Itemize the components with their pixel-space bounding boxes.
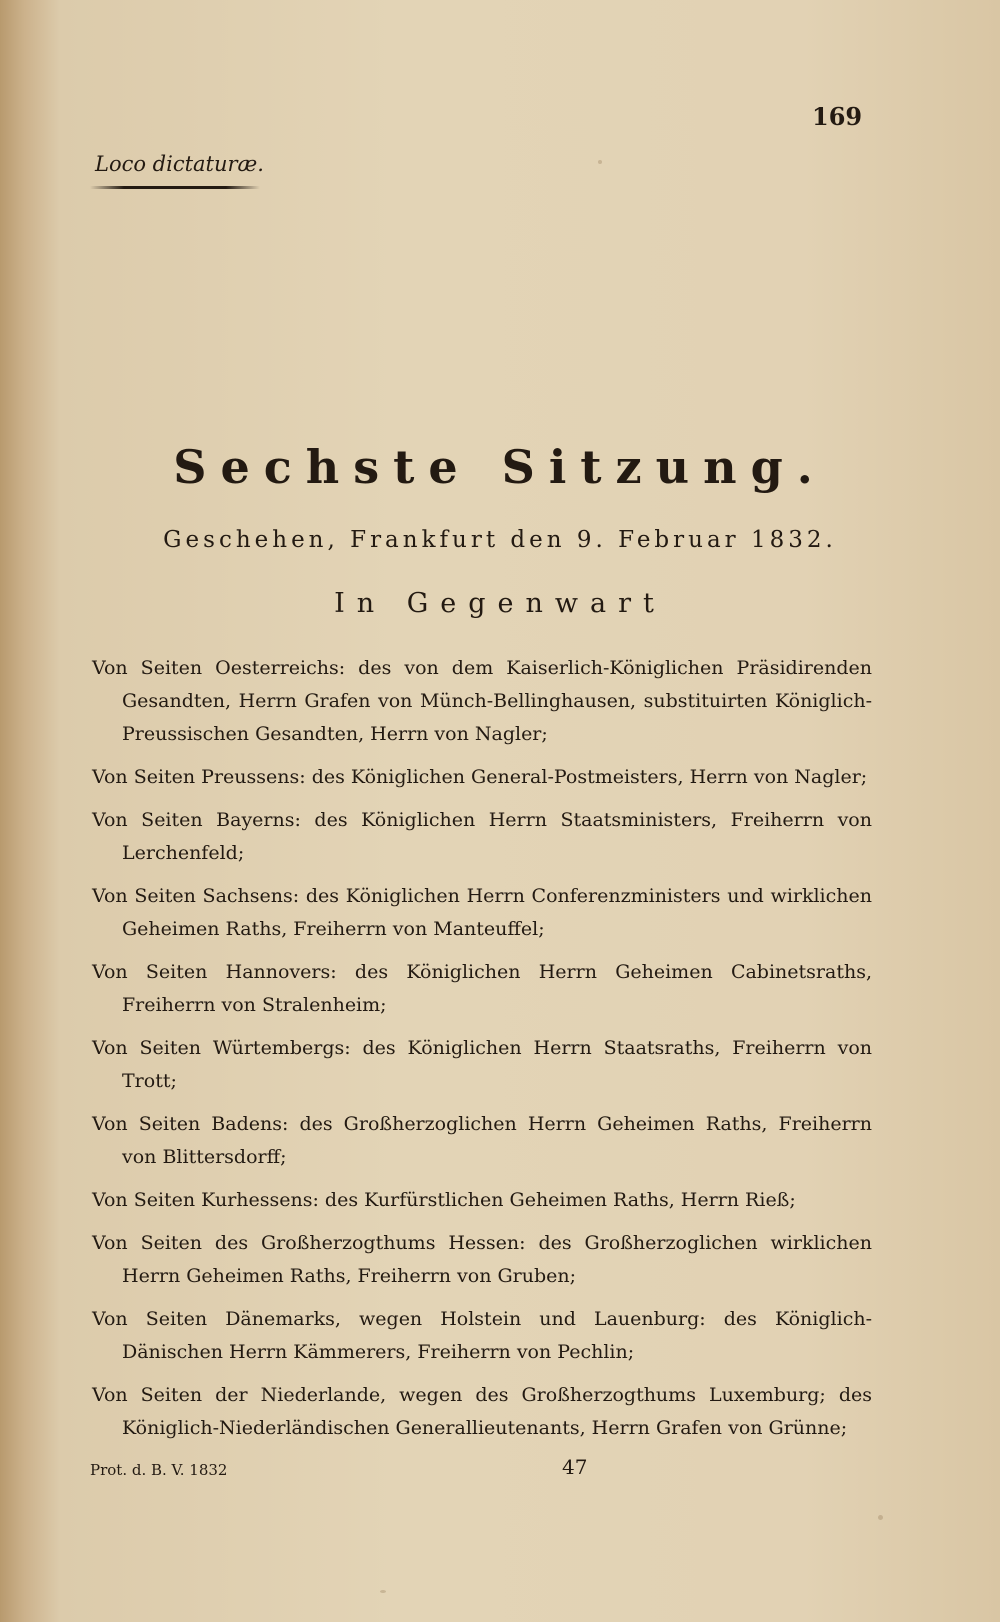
paper-speck bbox=[878, 1515, 883, 1520]
attendance-entry-saxony: Von Seiten Sachsens: des Königlichen Herrn Conferenzministers und wirklichen Geheimen Raths, Freiherrn von Manteuffel; bbox=[92, 885, 872, 940]
attendance-entry-netherlands: Von Seiten der Niederlande, wegen des Großherzogthums Luxemburg; des Königlich-Niederländischen Generallieutenants, Herrn Grafen von Grünne; bbox=[92, 1384, 872, 1439]
attendance-entry-hanover: Von Seiten Hannovers: des Königlichen Herrn Geheimen Cabinetsraths, Freiherrn von Stralenheim; bbox=[92, 961, 872, 1016]
dictation-note: Loco dictaturæ. bbox=[95, 152, 264, 176]
attendance-entry-electoral-hesse: Von Seiten Kurhessens: des Kurfürstlichen Geheimen Raths, Herrn Rieß; bbox=[92, 1189, 796, 1211]
attendance-entry-denmark: Von Seiten Dänemarks, wegen Holstein und Lauenburg: des Königlich-Dänischen Herrn Kämmerers, Freiherrn von Pechlin; bbox=[92, 1308, 872, 1363]
attendance-entry-grand-duchy-hesse: Von Seiten des Großherzogthums Hessen: des Großherzoglichen wirklichen Herrn Geheimen Raths, Freiherrn von Gruben; bbox=[92, 1232, 872, 1287]
attendance-entry-prussia: Von Seiten Preussens: des Königlichen General-Postmeisters, Herrn von Nagler; bbox=[92, 766, 868, 788]
attendance-list bbox=[92, 652, 872, 1455]
page-number: 169 bbox=[812, 102, 863, 131]
dictation-underline bbox=[90, 186, 260, 189]
attendance-entry-baden: Von Seiten Badens: des Großherzoglichen Herrn Geheimen Raths, Freiherrn von Blittersdorff; bbox=[92, 1113, 872, 1168]
session-date-line: Geschehen, Frankfurt den 9. Februar 1832. bbox=[163, 527, 837, 553]
footer-sheet-number: 47 bbox=[562, 1455, 588, 1479]
attendance-entry-austria: Von Seiten Oesterreichs: des von dem Kaiserlich-Königlichen Präsidirenden Gesandten, Herrn Grafen von Münch-Bellinghausen, substituirten Königlich-Preussischen Gesandten, Herrn von Nagler; bbox=[92, 657, 872, 745]
session-title: Sechste Sitzung. bbox=[173, 440, 827, 494]
paper-speck bbox=[380, 1590, 386, 1593]
footer-signature: Prot. d. B. V. 1832 bbox=[90, 1461, 228, 1479]
presence-heading: In Gegenwart bbox=[334, 588, 666, 619]
attendance-entry-bavaria: Von Seiten Bayerns: des Königlichen Herrn Staatsministers, Freiherrn von Lerchenfeld; bbox=[92, 809, 872, 864]
attendance-entry-wurttemberg: Von Seiten Würtembergs: des Königlichen Herrn Staatsraths, Freiherrn von Trott; bbox=[92, 1037, 872, 1092]
paper-speck bbox=[598, 160, 602, 164]
